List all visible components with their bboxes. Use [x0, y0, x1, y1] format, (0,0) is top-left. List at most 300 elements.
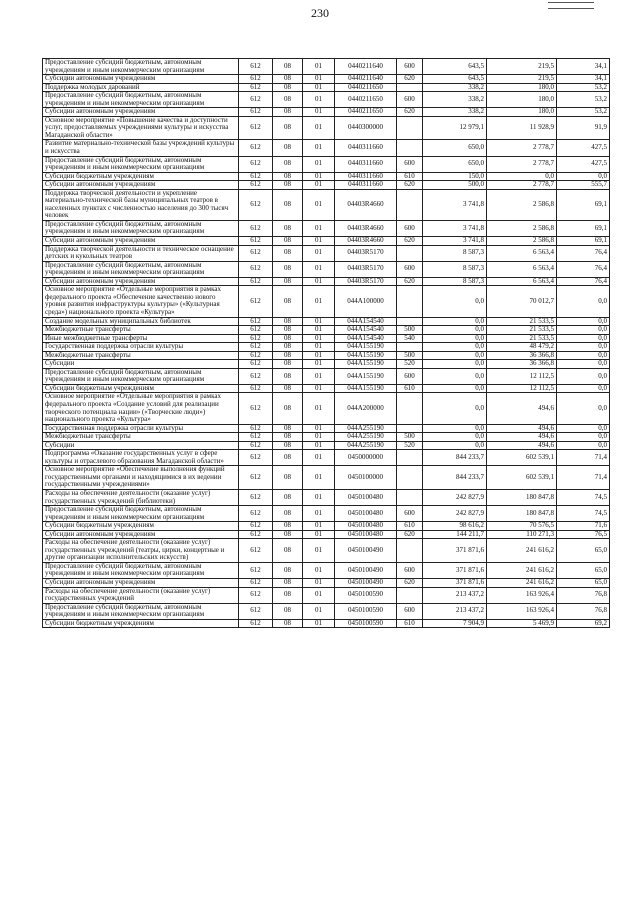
executed-amount-cell: 2 586,8 [487, 220, 557, 236]
target-item-code-cell: 0440311660 [335, 140, 397, 156]
planned-amount-cell: 12 979,1 [423, 116, 487, 140]
target-item-code-cell: 0450100000 [335, 466, 397, 490]
planned-amount-cell: 844 233,7 [423, 466, 487, 490]
table-row [43, 587, 610, 603]
execution-percent-cell: 76,4 [557, 245, 610, 261]
ministry-code-cell: 612 [239, 351, 273, 360]
execution-percent-cell: 76,8 [557, 587, 610, 603]
target-item-code-cell: 0450100480 [335, 506, 397, 522]
subsection-code-cell: 01 [303, 522, 335, 531]
expense-type-code-cell [397, 140, 423, 156]
planned-amount-cell: 338,2 [423, 92, 487, 108]
executed-amount-cell: 21 533,5 [487, 334, 557, 343]
execution-percent-cell: 71,4 [557, 466, 610, 490]
executed-amount-cell: 163 926,4 [487, 603, 557, 619]
execution-percent-cell: 0,0 [557, 172, 610, 181]
expense-type-code-cell: 620 [397, 237, 423, 246]
subsection-code-cell: 01 [303, 140, 335, 156]
expense-type-code-cell [397, 317, 423, 326]
ministry-code-cell: 612 [239, 237, 273, 246]
expense-type-code-cell: 610 [397, 384, 423, 393]
table-row [43, 108, 610, 117]
executed-amount-cell: 5 469,9 [487, 619, 557, 628]
subsection-code-cell: 01 [303, 368, 335, 384]
ministry-code-cell: 612 [239, 116, 273, 140]
executed-amount-cell: 21 533,5 [487, 317, 557, 326]
executed-amount-cell: 180,0 [487, 108, 557, 117]
execution-percent-cell: 34,1 [557, 59, 610, 75]
planned-amount-cell: 371 871,6 [423, 539, 487, 563]
table-row [43, 351, 610, 360]
executed-amount-cell: 241 616,2 [487, 562, 557, 578]
row-name-cell: Развитие материально-технической базы учреждений культуры и искусства [43, 140, 239, 156]
expense-type-code-cell: 620 [397, 579, 423, 588]
ministry-code-cell: 612 [239, 587, 273, 603]
expense-type-code-cell: 540 [397, 334, 423, 343]
subsection-code-cell: 01 [303, 172, 335, 181]
table-row [43, 424, 610, 433]
execution-percent-cell: 0,0 [557, 368, 610, 384]
expense-type-code-cell: 620 [397, 530, 423, 539]
table-row [43, 277, 610, 286]
planned-amount-cell: 0,0 [423, 334, 487, 343]
target-item-code-cell: 0450000000 [335, 450, 397, 466]
executed-amount-cell: 6 563,4 [487, 261, 557, 277]
planned-amount-cell: 0,0 [423, 317, 487, 326]
executed-amount-cell: 180,0 [487, 83, 557, 92]
target-item-code-cell: 0440211650 [335, 92, 397, 108]
table-row [43, 522, 610, 531]
execution-percent-cell: 0,0 [557, 360, 610, 369]
row-name-cell: Субсидии автономным учреждениям [43, 181, 239, 190]
section-code-cell: 08 [273, 317, 303, 326]
expense-type-code-cell [397, 245, 423, 261]
planned-amount-cell: 98 616,2 [423, 522, 487, 531]
table-row [43, 317, 610, 326]
target-item-code-cell: 044A154540 [335, 326, 397, 335]
subsection-code-cell: 01 [303, 466, 335, 490]
section-code-cell: 08 [273, 579, 303, 588]
section-code-cell: 08 [273, 539, 303, 563]
target-item-code-cell: 0440311660 [335, 181, 397, 190]
executed-amount-cell: 12 112,5 [487, 384, 557, 393]
planned-amount-cell: 150,0 [423, 172, 487, 181]
subsection-code-cell: 01 [303, 83, 335, 92]
ministry-code-cell: 612 [239, 530, 273, 539]
row-name-cell: Субсидии бюджетным учреждениям [43, 522, 239, 531]
planned-amount-cell: 213 437,2 [423, 603, 487, 619]
table-row [43, 530, 610, 539]
section-code-cell: 08 [273, 261, 303, 277]
table-row [43, 156, 610, 172]
planned-amount-cell: 3 741,8 [423, 220, 487, 236]
planned-amount-cell: 0,0 [423, 368, 487, 384]
ministry-code-cell: 612 [239, 441, 273, 450]
target-item-code-cell: 0450100490 [335, 562, 397, 578]
expense-type-code-cell [397, 83, 423, 92]
ministry-code-cell: 612 [239, 277, 273, 286]
section-code-cell: 08 [273, 189, 303, 220]
target-item-code-cell: 04403R5170 [335, 261, 397, 277]
ministry-code-cell: 612 [239, 393, 273, 424]
ministry-code-cell: 612 [239, 562, 273, 578]
subsection-code-cell: 01 [303, 277, 335, 286]
executed-amount-cell: 48 479,2 [487, 343, 557, 352]
ministry-code-cell: 612 [239, 506, 273, 522]
section-code-cell: 08 [273, 384, 303, 393]
target-item-code-cell: 044A155190 [335, 360, 397, 369]
ministry-code-cell: 612 [239, 286, 273, 317]
table-row [43, 466, 610, 490]
planned-amount-cell: 0,0 [423, 351, 487, 360]
section-code-cell: 08 [273, 83, 303, 92]
executed-amount-cell: 494,6 [487, 433, 557, 442]
executed-amount-cell: 241 616,2 [487, 539, 557, 563]
subsection-code-cell: 01 [303, 450, 335, 466]
section-code-cell: 08 [273, 603, 303, 619]
subsection-code-cell: 01 [303, 334, 335, 343]
subsection-code-cell: 01 [303, 424, 335, 433]
target-item-code-cell: 0450100480 [335, 530, 397, 539]
row-name-cell: Государственная поддержка отрасли культуры [43, 343, 239, 352]
section-code-cell: 08 [273, 587, 303, 603]
execution-percent-cell: 74,5 [557, 489, 610, 505]
target-item-code-cell: 044A255190 [335, 433, 397, 442]
ministry-code-cell: 612 [239, 489, 273, 505]
ministry-code-cell: 612 [239, 334, 273, 343]
execution-percent-cell: 555,7 [557, 181, 610, 190]
subsection-code-cell: 01 [303, 489, 335, 505]
executed-amount-cell: 163 926,4 [487, 587, 557, 603]
execution-percent-cell: 34,1 [557, 75, 610, 84]
subsection-code-cell: 01 [303, 562, 335, 578]
execution-percent-cell: 427,5 [557, 156, 610, 172]
expense-type-code-cell: 600 [397, 156, 423, 172]
subsection-code-cell: 01 [303, 384, 335, 393]
section-code-cell: 08 [273, 450, 303, 466]
ministry-code-cell: 612 [239, 579, 273, 588]
table-row [43, 245, 610, 261]
execution-percent-cell: 0,0 [557, 393, 610, 424]
subsection-code-cell: 01 [303, 587, 335, 603]
section-code-cell: 08 [273, 368, 303, 384]
subsection-code-cell: 01 [303, 181, 335, 190]
execution-percent-cell: 69,1 [557, 189, 610, 220]
subsection-code-cell: 01 [303, 506, 335, 522]
table-row [43, 539, 610, 563]
target-item-code-cell: 0440211640 [335, 75, 397, 84]
target-item-code-cell: 04403R4660 [335, 189, 397, 220]
expense-type-code-cell: 610 [397, 619, 423, 628]
table-row [43, 562, 610, 578]
subsection-code-cell: 01 [303, 317, 335, 326]
target-item-code-cell: 0440211650 [335, 83, 397, 92]
section-code-cell: 08 [273, 619, 303, 628]
planned-amount-cell: 371 871,6 [423, 562, 487, 578]
row-name-cell: Создание модельных муниципальных библиотек [43, 317, 239, 326]
subsection-code-cell: 01 [303, 220, 335, 236]
planned-amount-cell: 650,0 [423, 140, 487, 156]
section-code-cell: 08 [273, 351, 303, 360]
executed-amount-cell: 70 576,5 [487, 522, 557, 531]
executed-amount-cell: 21 533,5 [487, 326, 557, 335]
planned-amount-cell: 650,0 [423, 156, 487, 172]
row-name-cell: Субсидии автономным учреждениям [43, 237, 239, 246]
target-item-code-cell: 0440211650 [335, 108, 397, 117]
planned-amount-cell: 643,5 [423, 75, 487, 84]
row-name-cell: Основное мероприятие «Повышение качества и доступности услуг, предоставляемых учреждениями культуры и искусства Магаданской области» [43, 116, 239, 140]
table-body [43, 59, 610, 628]
row-name-cell: Основное мероприятие «Отдельные мероприятия в рамках федерального проекта «Создание условий для реализации творческого потенциала нации» («Творческие люди») национального проекта «Культура» [43, 393, 239, 424]
target-item-code-cell: 0450100480 [335, 522, 397, 531]
execution-percent-cell: 91,9 [557, 116, 610, 140]
table-row [43, 140, 610, 156]
row-name-cell: Подпрограмма «Оказание государственных услуг в сфере культуры и отраслевого образования Магаданской области» [43, 450, 239, 466]
planned-amount-cell: 500,0 [423, 181, 487, 190]
planned-amount-cell: 0,0 [423, 343, 487, 352]
executed-amount-cell: 180,0 [487, 92, 557, 108]
table-row [43, 286, 610, 317]
executed-amount-cell: 494,6 [487, 441, 557, 450]
execution-percent-cell: 0,0 [557, 424, 610, 433]
section-code-cell: 08 [273, 489, 303, 505]
ministry-code-cell: 612 [239, 317, 273, 326]
section-code-cell: 08 [273, 562, 303, 578]
expense-type-code-cell: 610 [397, 172, 423, 181]
table-row [43, 619, 610, 628]
table-row [43, 261, 610, 277]
target-item-code-cell: 044A200000 [335, 393, 397, 424]
subsection-code-cell: 01 [303, 343, 335, 352]
expense-type-code-cell: 620 [397, 277, 423, 286]
row-name-cell: Предоставление субсидий бюджетным, автономным учреждениям и иным некоммерческим организациям [43, 92, 239, 108]
planned-amount-cell: 8 587,3 [423, 261, 487, 277]
ministry-code-cell: 612 [239, 172, 273, 181]
section-code-cell: 08 [273, 92, 303, 108]
executed-amount-cell: 2 778,7 [487, 140, 557, 156]
execution-percent-cell: 53,2 [557, 108, 610, 117]
executed-amount-cell: 36 366,8 [487, 351, 557, 360]
table-row [43, 116, 610, 140]
planned-amount-cell: 8 587,3 [423, 245, 487, 261]
subsection-code-cell: 01 [303, 156, 335, 172]
expense-type-code-cell: 520 [397, 360, 423, 369]
ministry-code-cell: 612 [239, 75, 273, 84]
table-row [43, 343, 610, 352]
expense-type-code-cell [397, 539, 423, 563]
row-name-cell: Субсидии автономным учреждениям [43, 579, 239, 588]
table-row [43, 603, 610, 619]
planned-amount-cell: 242 827,9 [423, 506, 487, 522]
planned-amount-cell: 338,2 [423, 108, 487, 117]
row-name-cell: Основное мероприятие «Обеспечение выполнения функций государственными органами и находящимися в их ведении государственными учреждениями» [43, 466, 239, 490]
section-code-cell: 08 [273, 466, 303, 490]
table-row [43, 506, 610, 522]
ministry-code-cell: 612 [239, 156, 273, 172]
ministry-code-cell: 612 [239, 343, 273, 352]
execution-percent-cell: 0,0 [557, 317, 610, 326]
row-name-cell: Предоставление субсидий бюджетным, автономным учреждениям и иным некоммерческим организациям [43, 59, 239, 75]
section-code-cell: 08 [273, 334, 303, 343]
planned-amount-cell: 0,0 [423, 326, 487, 335]
row-name-cell: Субсидии бюджетным учреждениям [43, 384, 239, 393]
planned-amount-cell: 338,2 [423, 83, 487, 92]
target-item-code-cell: 044A100000 [335, 286, 397, 317]
expense-type-code-cell: 610 [397, 522, 423, 531]
execution-percent-cell: 74,5 [557, 506, 610, 522]
ministry-code-cell: 612 [239, 384, 273, 393]
execution-percent-cell: 69,1 [557, 237, 610, 246]
section-code-cell: 08 [273, 433, 303, 442]
executed-amount-cell: 241 616,2 [487, 579, 557, 588]
planned-amount-cell: 0,0 [423, 441, 487, 450]
target-item-code-cell: 0450100480 [335, 489, 397, 505]
section-code-cell: 08 [273, 181, 303, 190]
target-item-code-cell: 0440300000 [335, 116, 397, 140]
planned-amount-cell: 0,0 [423, 424, 487, 433]
planned-amount-cell: 3 741,8 [423, 237, 487, 246]
target-item-code-cell: 044A154540 [335, 317, 397, 326]
section-code-cell: 08 [273, 424, 303, 433]
row-name-cell: Межбюджетные трансферты [43, 326, 239, 335]
section-code-cell: 08 [273, 245, 303, 261]
planned-amount-cell: 213 437,2 [423, 587, 487, 603]
target-item-code-cell: 0440311660 [335, 156, 397, 172]
expense-type-code-cell: 620 [397, 75, 423, 84]
subsection-code-cell: 01 [303, 245, 335, 261]
target-item-code-cell: 044A155190 [335, 343, 397, 352]
ministry-code-cell: 612 [239, 261, 273, 277]
target-item-code-cell: 044A255190 [335, 424, 397, 433]
executed-amount-cell: 219,5 [487, 59, 557, 75]
executed-amount-cell: 0,0 [487, 172, 557, 181]
execution-percent-cell: 76,5 [557, 530, 610, 539]
target-item-code-cell: 0440211640 [335, 59, 397, 75]
subsection-code-cell: 01 [303, 237, 335, 246]
table-row [43, 181, 610, 190]
expense-type-code-cell: 520 [397, 441, 423, 450]
target-item-code-cell: 044A154540 [335, 334, 397, 343]
expense-type-code-cell [397, 489, 423, 505]
expense-type-code-cell: 500 [397, 351, 423, 360]
execution-percent-cell: 76,4 [557, 261, 610, 277]
row-name-cell: Субсидии [43, 360, 239, 369]
row-name-cell: Предоставление субсидий бюджетным, автономным учреждениям и иным некоммерческим организациям [43, 261, 239, 277]
target-item-code-cell: 0450100590 [335, 619, 397, 628]
expense-type-code-cell: 620 [397, 181, 423, 190]
executed-amount-cell: 2 778,7 [487, 156, 557, 172]
ministry-code-cell: 612 [239, 603, 273, 619]
executed-amount-cell: 110 271,3 [487, 530, 557, 539]
budget-table [42, 58, 610, 628]
row-name-cell: Поддержка молодых дарований [43, 83, 239, 92]
execution-percent-cell: 65,0 [557, 562, 610, 578]
target-item-code-cell: 0440311660 [335, 172, 397, 181]
table-row [43, 172, 610, 181]
table-row [43, 220, 610, 236]
section-code-cell: 08 [273, 59, 303, 75]
executed-amount-cell: 2 586,8 [487, 237, 557, 246]
row-name-cell: Основное мероприятие «Отдельные мероприятия в рамках федерального проекта «Обеспечение качественно нового уровня развития инфраструктуры культуры» («Культурная среда») национального проекта «Культура» [43, 286, 239, 317]
target-item-code-cell: 044A155190 [335, 351, 397, 360]
section-code-cell: 08 [273, 343, 303, 352]
ministry-code-cell: 612 [239, 220, 273, 236]
subsection-code-cell: 01 [303, 360, 335, 369]
row-name-cell: Субсидии [43, 441, 239, 450]
table-row [43, 334, 610, 343]
subsection-code-cell: 01 [303, 393, 335, 424]
subsection-code-cell: 01 [303, 603, 335, 619]
subsection-code-cell: 01 [303, 539, 335, 563]
execution-percent-cell: 0,0 [557, 334, 610, 343]
subsection-code-cell: 01 [303, 433, 335, 442]
expense-type-code-cell: 600 [397, 562, 423, 578]
row-name-cell: Предоставление субсидий бюджетным, автономным учреждениям и иным некоммерческим организациям [43, 603, 239, 619]
planned-amount-cell: 3 741,8 [423, 189, 487, 220]
table-row [43, 579, 610, 588]
ministry-code-cell: 612 [239, 619, 273, 628]
table-row [43, 75, 610, 84]
row-name-cell: Поддержка творческой деятельности и укрепление материально-технической базы муниципальных театров в населенных пунктах с численностью населения до 300 тысяч человек [43, 189, 239, 220]
ministry-code-cell: 612 [239, 140, 273, 156]
section-code-cell: 08 [273, 140, 303, 156]
row-name-cell: Расходы на обеспечение деятельности (оказание услуг) государственных учреждений (театры, цирки, концертные и другие организации исполнительских искусств) [43, 539, 239, 563]
section-code-cell: 08 [273, 286, 303, 317]
executed-amount-cell: 2 586,8 [487, 189, 557, 220]
execution-percent-cell: 71,6 [557, 522, 610, 531]
section-code-cell: 08 [273, 522, 303, 531]
target-item-code-cell: 044A255190 [335, 441, 397, 450]
row-name-cell: Межбюджетные трансферты [43, 433, 239, 442]
ministry-code-cell: 612 [239, 433, 273, 442]
target-item-code-cell: 0450100590 [335, 587, 397, 603]
row-name-cell: Межбюджетные трансферты [43, 351, 239, 360]
executed-amount-cell: 494,6 [487, 393, 557, 424]
execution-percent-cell: 76,4 [557, 277, 610, 286]
table-row [43, 368, 610, 384]
table-row [43, 59, 610, 75]
executed-amount-cell: 180 847,8 [487, 506, 557, 522]
ministry-code-cell: 612 [239, 539, 273, 563]
expense-type-code-cell: 600 [397, 603, 423, 619]
section-code-cell: 08 [273, 172, 303, 181]
execution-percent-cell: 0,0 [557, 433, 610, 442]
section-code-cell: 08 [273, 506, 303, 522]
subsection-code-cell: 01 [303, 530, 335, 539]
expense-type-code-cell: 600 [397, 92, 423, 108]
table-row [43, 326, 610, 335]
executed-amount-cell: 602 539,1 [487, 466, 557, 490]
subsection-code-cell: 01 [303, 261, 335, 277]
row-name-cell: Субсидии автономным учреждениям [43, 75, 239, 84]
planned-amount-cell: 0,0 [423, 433, 487, 442]
expense-type-code-cell: 500 [397, 326, 423, 335]
expense-type-code-cell [397, 116, 423, 140]
table-row [43, 450, 610, 466]
executed-amount-cell: 2 778,7 [487, 181, 557, 190]
section-code-cell: 08 [273, 75, 303, 84]
execution-percent-cell: 0,0 [557, 384, 610, 393]
section-code-cell: 08 [273, 108, 303, 117]
ministry-code-cell: 612 [239, 189, 273, 220]
subsection-code-cell: 01 [303, 59, 335, 75]
executed-amount-cell: 180 847,8 [487, 489, 557, 505]
row-name-cell: Предоставление субсидий бюджетным, автономным учреждениям и иным некоммерческим организациям [43, 156, 239, 172]
planned-amount-cell: 7 904,9 [423, 619, 487, 628]
table-row [43, 237, 610, 246]
ministry-code-cell: 612 [239, 108, 273, 117]
executed-amount-cell: 11 928,9 [487, 116, 557, 140]
